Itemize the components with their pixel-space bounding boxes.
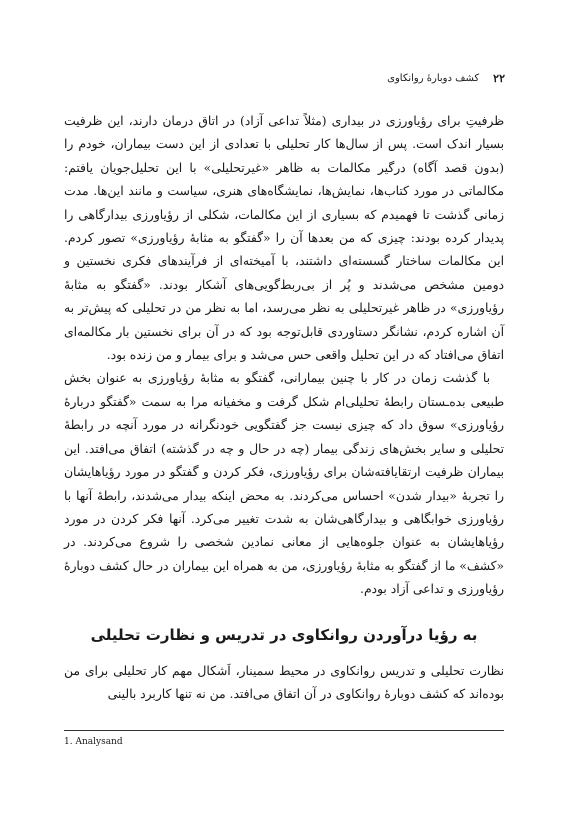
- page-number: ۲۲: [493, 71, 505, 85]
- section-paragraph: نظارت تحلیلی و تدریس روانکاوی در محیط سمینار، اَشکال مهم کار تحلیلی برای من بوده‌اند که کشف دوبارهٔ روانکاوی در آن اتفاق می‌افتد. من نه تنها کاربرد بالینی: [64, 664, 504, 702]
- main-text: [64, 110, 504, 602]
- footnote-rule: [64, 730, 504, 731]
- page-header: [62, 70, 505, 86]
- footnote: 1. Analysand: [64, 737, 123, 747]
- running-title: کشف دوبارهٔ روانکاوی: [387, 72, 480, 84]
- paragraph: با گذشت زمان در کار با چنین بیمارانی، گفتگو به مثابهٔ رؤیاورزی به عنوان بخش طبیعی بده‌ـستان رابطهٔ تحلیلی‌ام شکل گرفت و مخفیانه مرا به سمت «گفتگو دربارهٔ رؤیاورزی» سوق داد که چیزی نیست جز گفتگویی خودنگرانه در مورد آنچه در رابطهٔ تحلیلی و سایر بخش‌های زندگی بیمار (چه در حال و چه در گذشته) اتفاق می‌افتد. این بیماران ظرفیت ارتقایافته‌شان برای رؤیاورزی، فکر کردن و گفتگو در مورد رؤیاهایشان را تجربهٔ «بیدار شدن» احساس می‌کردند. به محض اینکه بیدار می‌شدند، رابطهٔ آنها با رؤیاورزی خوابگاهی و بیدارگاهی‌شان به شدت تغییر می‌کرد. آنها فکر کردن در مورد رؤیاهایشان به عنوان جلوه‌هایی از معانی نمادین شخصی را شروع می‌کردند. در «کشف» ما از گفتگو به مثابهٔ رؤیاورزی، من به همراه این بیماران در حال کشف دوبارهٔ رؤیاورزی و تداعی آزاد بودم.: [64, 371, 504, 597]
- paragraph: ظرفیتِ برای رؤیاورزی در بیداری (مثلاً تداعی آزاد) در اتاق درمان دارند، این ظرفیت بسیار اندک است. پس از سال‌ها کار تحلیلی با تعدادی از این دست بیماران، خودم را (بدون قصد آگاه) درگیر مکالمات به ظاهر «غیرتحلیلی» با این تحلیل‌جویان یافتم: مکالماتی در مورد کتاب‌ها، نمایش‌ها، نمایشگاه‌های هنری، سیاست و مانند این‌ها. مدت زمانی گذشت تا فهمیدم که بسیاری از این مکالمات، شکلی از رؤیاورزی بیدارگاهی را پدیدار کرده بودند: چیزی که من بعدها آن را «گفتگو به مثابهٔ رؤیاورزی» تصور کردم. این مکالمات ساختار گسسته‌ای داشتند، با آمیخته‌ای از فرآیندهای فکری نخستین و دومین مشخص می‌شدند و پُر از بی‌ربط‌گویی‌های آشکار بودند. «گفتگو به مثابهٔ رؤیاورزی» در ظاهر غیرتحلیلی به نظر می‌رسد، اما به نظر من در تحلیلی که پیش‌تر به آن اشاره کردم، نشانگر دستاوردی قابل‌توجه بود که در آن برای نخستین بار مکالمه‌ای اتفاق می‌افتاد که در این تحلیل واقعی حس می‌شد و برای بیمار و من زنده بود.: [64, 114, 504, 363]
- section-heading: به رؤیا درآوردن روانکاوی در تدریس و نظارت تحلیلی: [90, 626, 478, 644]
